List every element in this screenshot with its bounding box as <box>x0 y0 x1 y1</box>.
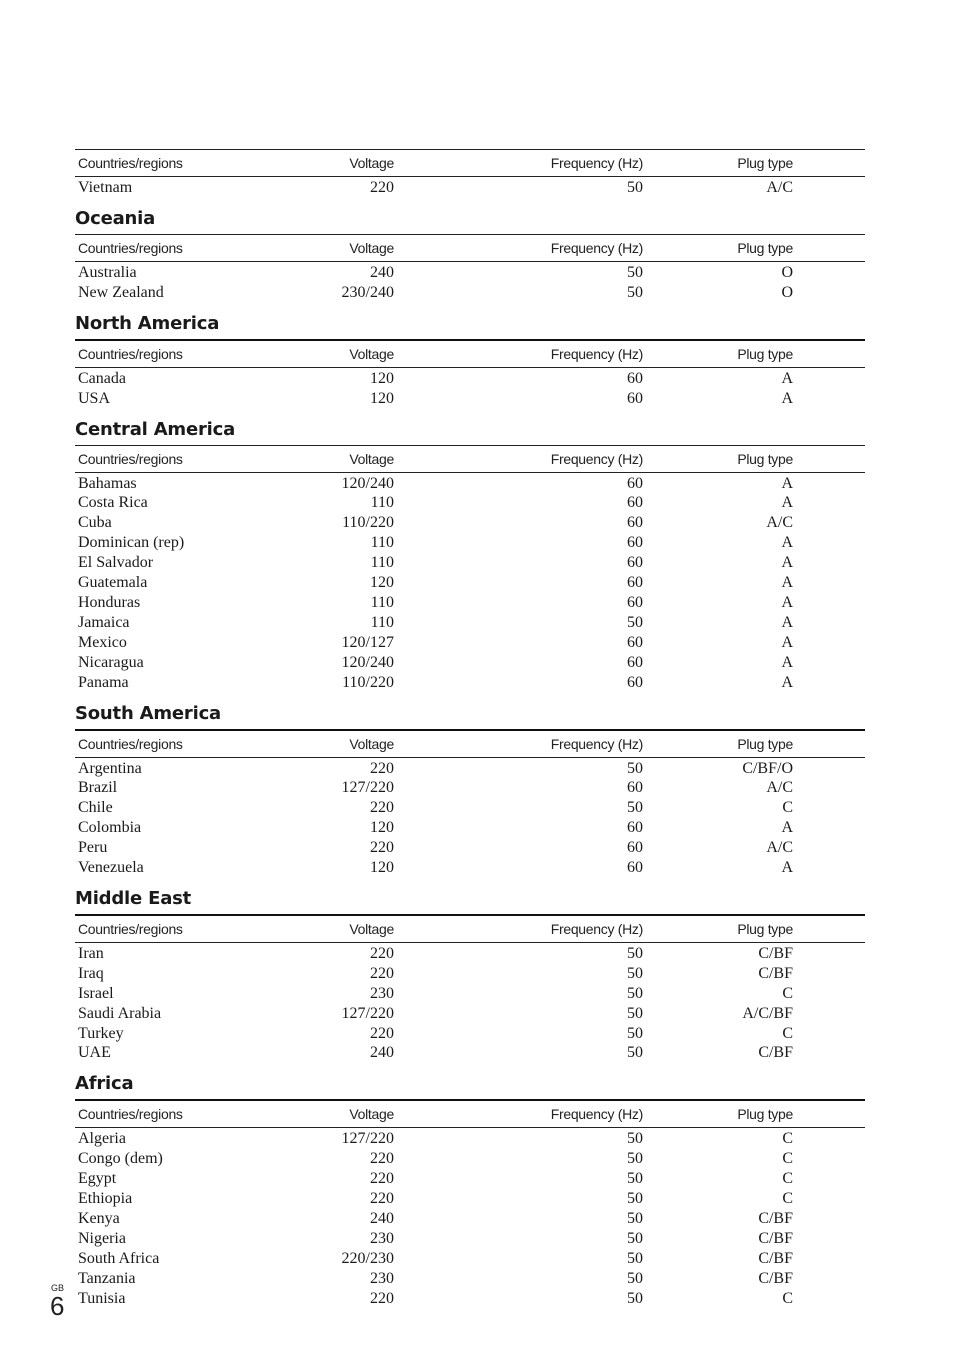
table-header-row <box>75 1100 865 1128</box>
section-title: North America <box>75 312 220 334</box>
table-row <box>75 858 865 878</box>
column-header-plug: Plug type <box>698 730 865 758</box>
voltage-cell: 110/220 <box>342 673 394 691</box>
country-cell: Tunisia <box>78 1289 126 1307</box>
table-row <box>75 283 865 303</box>
table-row <box>75 533 865 553</box>
country-cell: Honduras <box>78 593 141 611</box>
power-table <box>75 914 865 1063</box>
column-header-voltage: Voltage <box>302 730 439 758</box>
voltage-cell: 120/240 <box>341 474 394 492</box>
voltage-cell: 110 <box>370 554 394 572</box>
voltage-cell: 120 <box>370 389 394 407</box>
country-cell: Algeria <box>78 1130 126 1148</box>
section-title: South America <box>75 702 221 724</box>
table-row <box>75 798 865 818</box>
country-cell: Costa Rica <box>78 494 148 512</box>
voltage-cell: 127/220 <box>341 1004 394 1022</box>
country-cell: Argentina <box>78 759 142 777</box>
frequency-cell: 60 <box>627 673 643 691</box>
country-cell: Tanzania <box>78 1269 136 1287</box>
table-row <box>75 1249 865 1269</box>
plug-type-cell: O <box>781 263 793 281</box>
table-header-row <box>75 445 865 472</box>
plug-type-cell: A <box>781 534 793 552</box>
frequency-cell: 50 <box>627 759 643 777</box>
plug-type-cell: C <box>782 984 793 1002</box>
table-row <box>75 942 865 963</box>
region-section <box>75 1069 865 1308</box>
voltage-cell: 220 <box>370 964 394 982</box>
column-header-voltage: Voltage <box>302 915 439 943</box>
table-row <box>75 1229 865 1249</box>
column-header-plug: Plug type <box>698 234 865 261</box>
voltage-cell: 220 <box>370 1170 394 1188</box>
frequency-cell: 60 <box>627 389 643 407</box>
frequency-cell: 50 <box>627 1004 643 1022</box>
frequency-cell: 60 <box>627 554 643 572</box>
plug-type-cell: A/C <box>766 839 793 857</box>
table-row <box>75 1269 865 1289</box>
plug-type-cell: C <box>782 1190 793 1208</box>
table-row <box>75 573 865 593</box>
country-cell: Guatemala <box>78 574 148 592</box>
country-cell: Nigeria <box>78 1229 126 1247</box>
frequency-cell: 50 <box>627 944 643 962</box>
country-cell: Venezuela <box>78 859 144 877</box>
frequency-cell: 50 <box>627 984 643 1002</box>
country-cell: Iran <box>78 944 104 962</box>
table-row <box>75 472 865 493</box>
country-cell: Saudi Arabia <box>78 1004 162 1022</box>
table-header-row <box>75 234 865 261</box>
country-cell: Congo (dem) <box>78 1150 163 1168</box>
frequency-cell: 60 <box>627 534 643 552</box>
voltage-cell: 220 <box>370 1289 394 1307</box>
voltage-cell: 220 <box>370 179 394 196</box>
country-cell: Mexico <box>78 633 127 651</box>
plug-type-cell: C <box>782 799 793 817</box>
frequency-cell: 50 <box>627 179 643 196</box>
column-header-country: Countries/regions <box>75 730 302 758</box>
country-cell: Ethiopia <box>78 1190 133 1208</box>
plug-type-cell: C <box>782 1150 793 1168</box>
table-row <box>75 1289 865 1309</box>
voltage-cell: 220 <box>370 1190 394 1208</box>
country-cell: UAE <box>78 1044 111 1062</box>
voltage-cell: 240 <box>370 1044 394 1062</box>
voltage-cell: 110 <box>370 534 394 552</box>
column-header-voltage: Voltage <box>302 150 439 177</box>
frequency-cell: 50 <box>627 1150 643 1168</box>
voltage-cell: 230 <box>370 984 394 1002</box>
frequency-cell: 60 <box>627 593 643 611</box>
voltage-cell: 120/127 <box>341 633 394 651</box>
plug-type-cell: C/BF <box>758 1044 793 1062</box>
frequency-cell: 50 <box>627 1249 643 1267</box>
plug-type-cell: A <box>781 554 793 572</box>
table-row <box>75 653 865 673</box>
frequency-cell: 50 <box>627 613 643 631</box>
frequency-cell: 60 <box>627 474 643 492</box>
section-title: Africa <box>75 1073 134 1095</box>
table-row <box>75 389 865 409</box>
table-row <box>75 613 865 633</box>
plug-type-cell: A <box>781 593 793 611</box>
column-header-voltage: Voltage <box>302 340 439 368</box>
column-header-country: Countries/regions <box>75 340 302 368</box>
voltage-cell: 220 <box>370 1024 394 1042</box>
frequency-cell: 50 <box>627 1190 643 1208</box>
voltage-cell: 230 <box>370 1229 394 1247</box>
table-row <box>75 493 865 513</box>
section-title: Central America <box>75 418 236 440</box>
voltage-cell: 220 <box>370 1150 394 1168</box>
voltage-cell: 127/220 <box>341 1130 394 1148</box>
country-cell: Cuba <box>78 514 112 532</box>
table-row <box>75 261 865 282</box>
frequency-cell: 50 <box>627 1044 643 1062</box>
column-header-frequency: Frequency (Hz) <box>439 445 698 472</box>
frequency-cell: 50 <box>627 1210 643 1227</box>
plug-type-cell: C/BF <box>758 1249 793 1267</box>
voltage-cell: 230 <box>370 1269 394 1287</box>
region-code: GB <box>51 1283 65 1293</box>
frequency-cell: 50 <box>627 1269 643 1287</box>
plug-type-cell: A/C <box>766 779 793 797</box>
plug-type-cell: A <box>781 633 793 651</box>
country-cell: Vietnam <box>78 179 133 196</box>
table-header-row <box>75 150 865 177</box>
voltage-cell: 110 <box>370 593 394 611</box>
plug-type-cell: A <box>781 653 793 671</box>
page-number: 6 <box>50 1291 65 1321</box>
column-header-frequency: Frequency (Hz) <box>439 234 698 261</box>
column-header-country: Countries/regions <box>75 1100 302 1128</box>
table-row <box>75 1149 865 1169</box>
table-row <box>75 367 865 388</box>
region-section <box>75 884 865 1063</box>
plug-type-cell: C <box>782 1170 793 1188</box>
region-section <box>75 309 865 409</box>
frequency-cell: 60 <box>627 494 643 512</box>
country-cell: Jamaica <box>78 613 130 631</box>
frequency-cell: 50 <box>627 1229 643 1247</box>
frequency-cell: 60 <box>627 839 643 857</box>
table-row <box>75 964 865 984</box>
plug-type-cell: A <box>781 574 793 592</box>
country-cell: Australia <box>78 263 137 281</box>
voltage-cell: 240 <box>370 263 394 281</box>
plug-type-cell: C <box>782 1289 793 1307</box>
column-header-voltage: Voltage <box>302 234 439 261</box>
column-header-plug: Plug type <box>698 340 865 368</box>
frequency-cell: 60 <box>627 653 643 671</box>
column-header-plug: Plug type <box>698 445 865 472</box>
column-header-frequency: Frequency (Hz) <box>439 915 698 943</box>
voltage-cell: 120 <box>370 369 394 387</box>
plug-type-cell: A/C/BF <box>742 1004 793 1022</box>
power-table <box>75 234 865 303</box>
country-cell: South Africa <box>78 1249 160 1267</box>
plug-type-cell: A <box>781 673 793 691</box>
plug-type-cell: O <box>781 283 793 301</box>
column-header-voltage: Voltage <box>302 445 439 472</box>
column-header-country: Countries/regions <box>75 234 302 261</box>
plug-type-cell: C <box>782 1024 793 1042</box>
country-cell: Canada <box>78 369 126 387</box>
country-cell: Iraq <box>78 964 104 982</box>
voltage-cell: 110 <box>370 494 394 512</box>
country-cell: Panama <box>78 673 129 691</box>
frequency-cell: 50 <box>627 799 643 817</box>
region-section <box>75 204 865 303</box>
voltage-cell: 220 <box>370 944 394 962</box>
column-header-plug: Plug type <box>698 1100 865 1128</box>
country-cell: Nicaragua <box>78 653 144 671</box>
country-cell: Israel <box>78 984 114 1002</box>
table-row <box>75 778 865 798</box>
voltage-cell: 220/230 <box>341 1249 394 1267</box>
voltage-cell: 220 <box>370 759 394 777</box>
column-header-frequency: Frequency (Hz) <box>439 730 698 758</box>
table-row <box>75 513 865 533</box>
column-header-country: Countries/regions <box>75 445 302 472</box>
plug-type-cell: C/BF <box>758 1210 793 1227</box>
plug-type-cell: A <box>781 369 793 387</box>
voltage-cell: 240 <box>370 1210 394 1227</box>
plug-type-cell: C/BF <box>758 964 793 982</box>
country-cell: USA <box>78 389 111 407</box>
plug-type-cell: A <box>781 389 793 407</box>
plug-type-cell: C/BF <box>758 1269 793 1287</box>
table-row <box>75 1004 865 1024</box>
plug-type-cell: A <box>781 474 793 492</box>
frequency-cell: 60 <box>627 369 643 387</box>
frequency-cell: 50 <box>627 263 643 281</box>
frequency-cell: 50 <box>627 1130 643 1148</box>
column-header-country: Countries/regions <box>75 915 302 943</box>
power-table <box>75 445 865 693</box>
frequency-cell: 50 <box>627 1024 643 1042</box>
power-table <box>75 149 865 198</box>
voltage-cell: 220 <box>370 799 394 817</box>
country-cell: Chile <box>78 799 113 817</box>
table-row <box>75 984 865 1004</box>
table-header-row <box>75 915 865 943</box>
frequency-cell: 50 <box>627 964 643 982</box>
plug-type-cell: A <box>781 819 793 837</box>
column-header-voltage: Voltage <box>302 1100 439 1128</box>
table-row <box>75 593 865 613</box>
frequency-cell: 50 <box>627 1170 643 1188</box>
region-section <box>75 699 865 878</box>
voltage-cell: 120 <box>370 574 394 592</box>
frequency-cell: 60 <box>627 819 643 837</box>
country-cell: Brazil <box>78 779 118 797</box>
plug-type-cell: A/C <box>766 179 793 196</box>
power-table <box>75 1099 865 1308</box>
voltage-cell: 230/240 <box>341 283 394 301</box>
voltage-cell: 110 <box>370 613 394 631</box>
country-cell: Egypt <box>78 1170 117 1188</box>
document-page <box>75 149 865 1309</box>
power-table <box>75 339 865 409</box>
country-cell: Peru <box>78 839 108 857</box>
country-cell: El Salvador <box>78 554 154 572</box>
table-row <box>75 1209 865 1229</box>
plug-type-cell: C/BF <box>758 944 793 962</box>
table-row <box>75 633 865 653</box>
section-title: Oceania <box>75 207 156 229</box>
table-row <box>75 757 865 778</box>
voltage-cell: 127/220 <box>341 779 394 797</box>
country-cell: Turkey <box>78 1024 124 1042</box>
country-cell: Kenya <box>78 1210 120 1227</box>
table-header-row <box>75 340 865 368</box>
country-cell: New Zealand <box>78 283 164 301</box>
plug-type-cell: A <box>781 613 793 631</box>
country-cell: Dominican (rep) <box>78 534 185 552</box>
frequency-cell: 60 <box>627 574 643 592</box>
table-row <box>75 838 865 858</box>
table-row <box>75 1024 865 1044</box>
region-section <box>75 415 865 693</box>
plug-type-cell: A <box>781 859 793 877</box>
country-cell: Colombia <box>78 819 142 837</box>
table-row <box>75 1189 865 1209</box>
table-row <box>75 818 865 838</box>
voltage-cell: 220 <box>370 839 394 857</box>
power-table <box>75 729 865 878</box>
frequency-cell: 60 <box>627 633 643 651</box>
table-row <box>75 1128 865 1149</box>
table-row <box>75 673 865 693</box>
plug-type-cell: A/C <box>766 514 793 532</box>
plug-type-cell: C/BF <box>758 1229 793 1247</box>
plug-type-cell: C <box>782 1130 793 1148</box>
column-header-frequency: Frequency (Hz) <box>439 1100 698 1128</box>
plug-type-cell: A <box>781 494 793 512</box>
section-title: Middle East <box>75 887 192 909</box>
table-row <box>75 177 865 198</box>
voltage-cell: 110/220 <box>342 514 394 532</box>
frequency-cell: 60 <box>627 779 643 797</box>
column-header-plug: Plug type <box>698 915 865 943</box>
voltage-cell: 120 <box>370 859 394 877</box>
column-header-frequency: Frequency (Hz) <box>439 340 698 368</box>
voltage-cell: 120 <box>370 819 394 837</box>
plug-type-cell: C/BF/O <box>742 759 793 777</box>
voltage-cell: 120/240 <box>341 653 394 671</box>
frequency-cell: 50 <box>627 1289 643 1307</box>
table-row <box>75 1043 865 1063</box>
country-cell: Bahamas <box>78 474 137 492</box>
table-header-row <box>75 730 865 758</box>
column-header-plug: Plug type <box>698 150 865 177</box>
column-header-frequency: Frequency (Hz) <box>439 150 698 177</box>
table-row <box>75 553 865 573</box>
region-section <box>75 149 865 198</box>
column-header-country: Countries/regions <box>75 150 302 177</box>
frequency-cell: 60 <box>627 859 643 877</box>
frequency-cell: 60 <box>627 514 643 532</box>
frequency-cell: 50 <box>627 283 643 301</box>
table-row <box>75 1169 865 1189</box>
